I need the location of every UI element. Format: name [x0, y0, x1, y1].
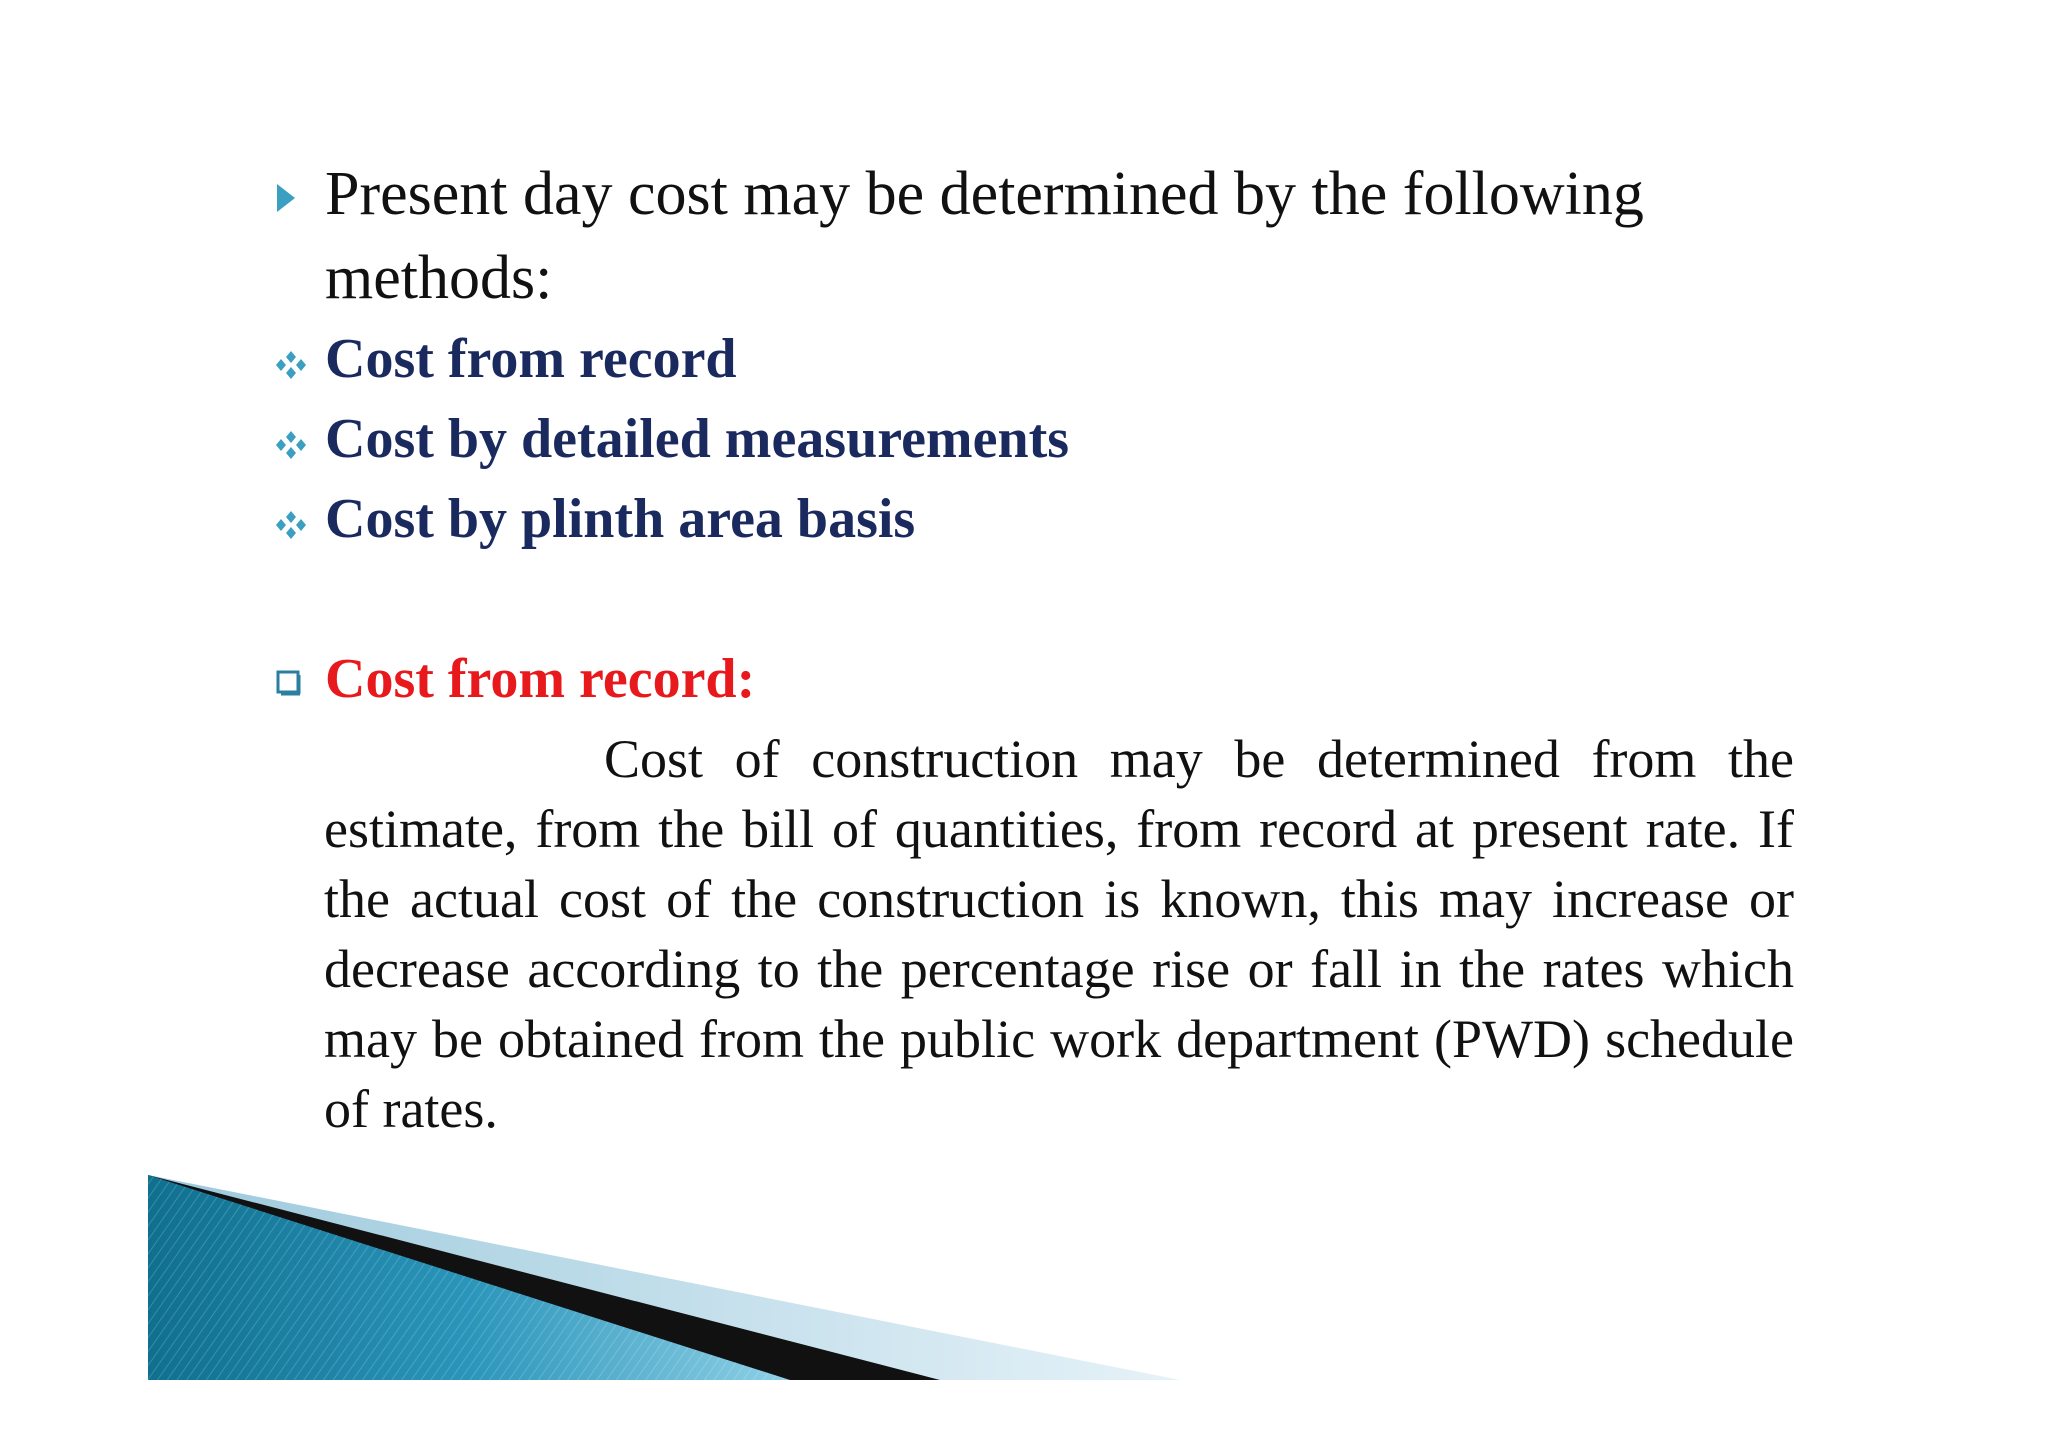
section-heading: Cost from record: — [325, 648, 756, 710]
intro-text: Present day cost may be determined by the following methods: — [325, 160, 1644, 312]
hollow-square-icon — [275, 669, 303, 697]
method-label: Cost by detailed measurements — [325, 408, 1070, 470]
method-item — [275, 407, 1815, 471]
four-diamond-icon — [275, 509, 307, 541]
method-item — [275, 487, 1815, 551]
four-diamond-icon — [275, 429, 307, 461]
section-paragraph: Cost of construction may be determined from the estimate, from the bill of quantities, from record at present rate. If the actual cost of the construction is known, this may increase or decrease according to the percentage rise or fall in the rates which may be obtained from the public work department (PWD) schedule of rates. — [324, 729, 1794, 1139]
section-heading-row — [275, 647, 1815, 711]
intro-bullet — [275, 152, 1815, 322]
decor-hatch — [148, 1175, 790, 1380]
triangle-right-icon — [275, 182, 297, 214]
method-item — [275, 327, 1815, 391]
method-label: Cost from record — [325, 328, 737, 390]
method-label: Cost by plinth area basis — [325, 488, 916, 550]
four-diamond-icon — [275, 349, 307, 381]
